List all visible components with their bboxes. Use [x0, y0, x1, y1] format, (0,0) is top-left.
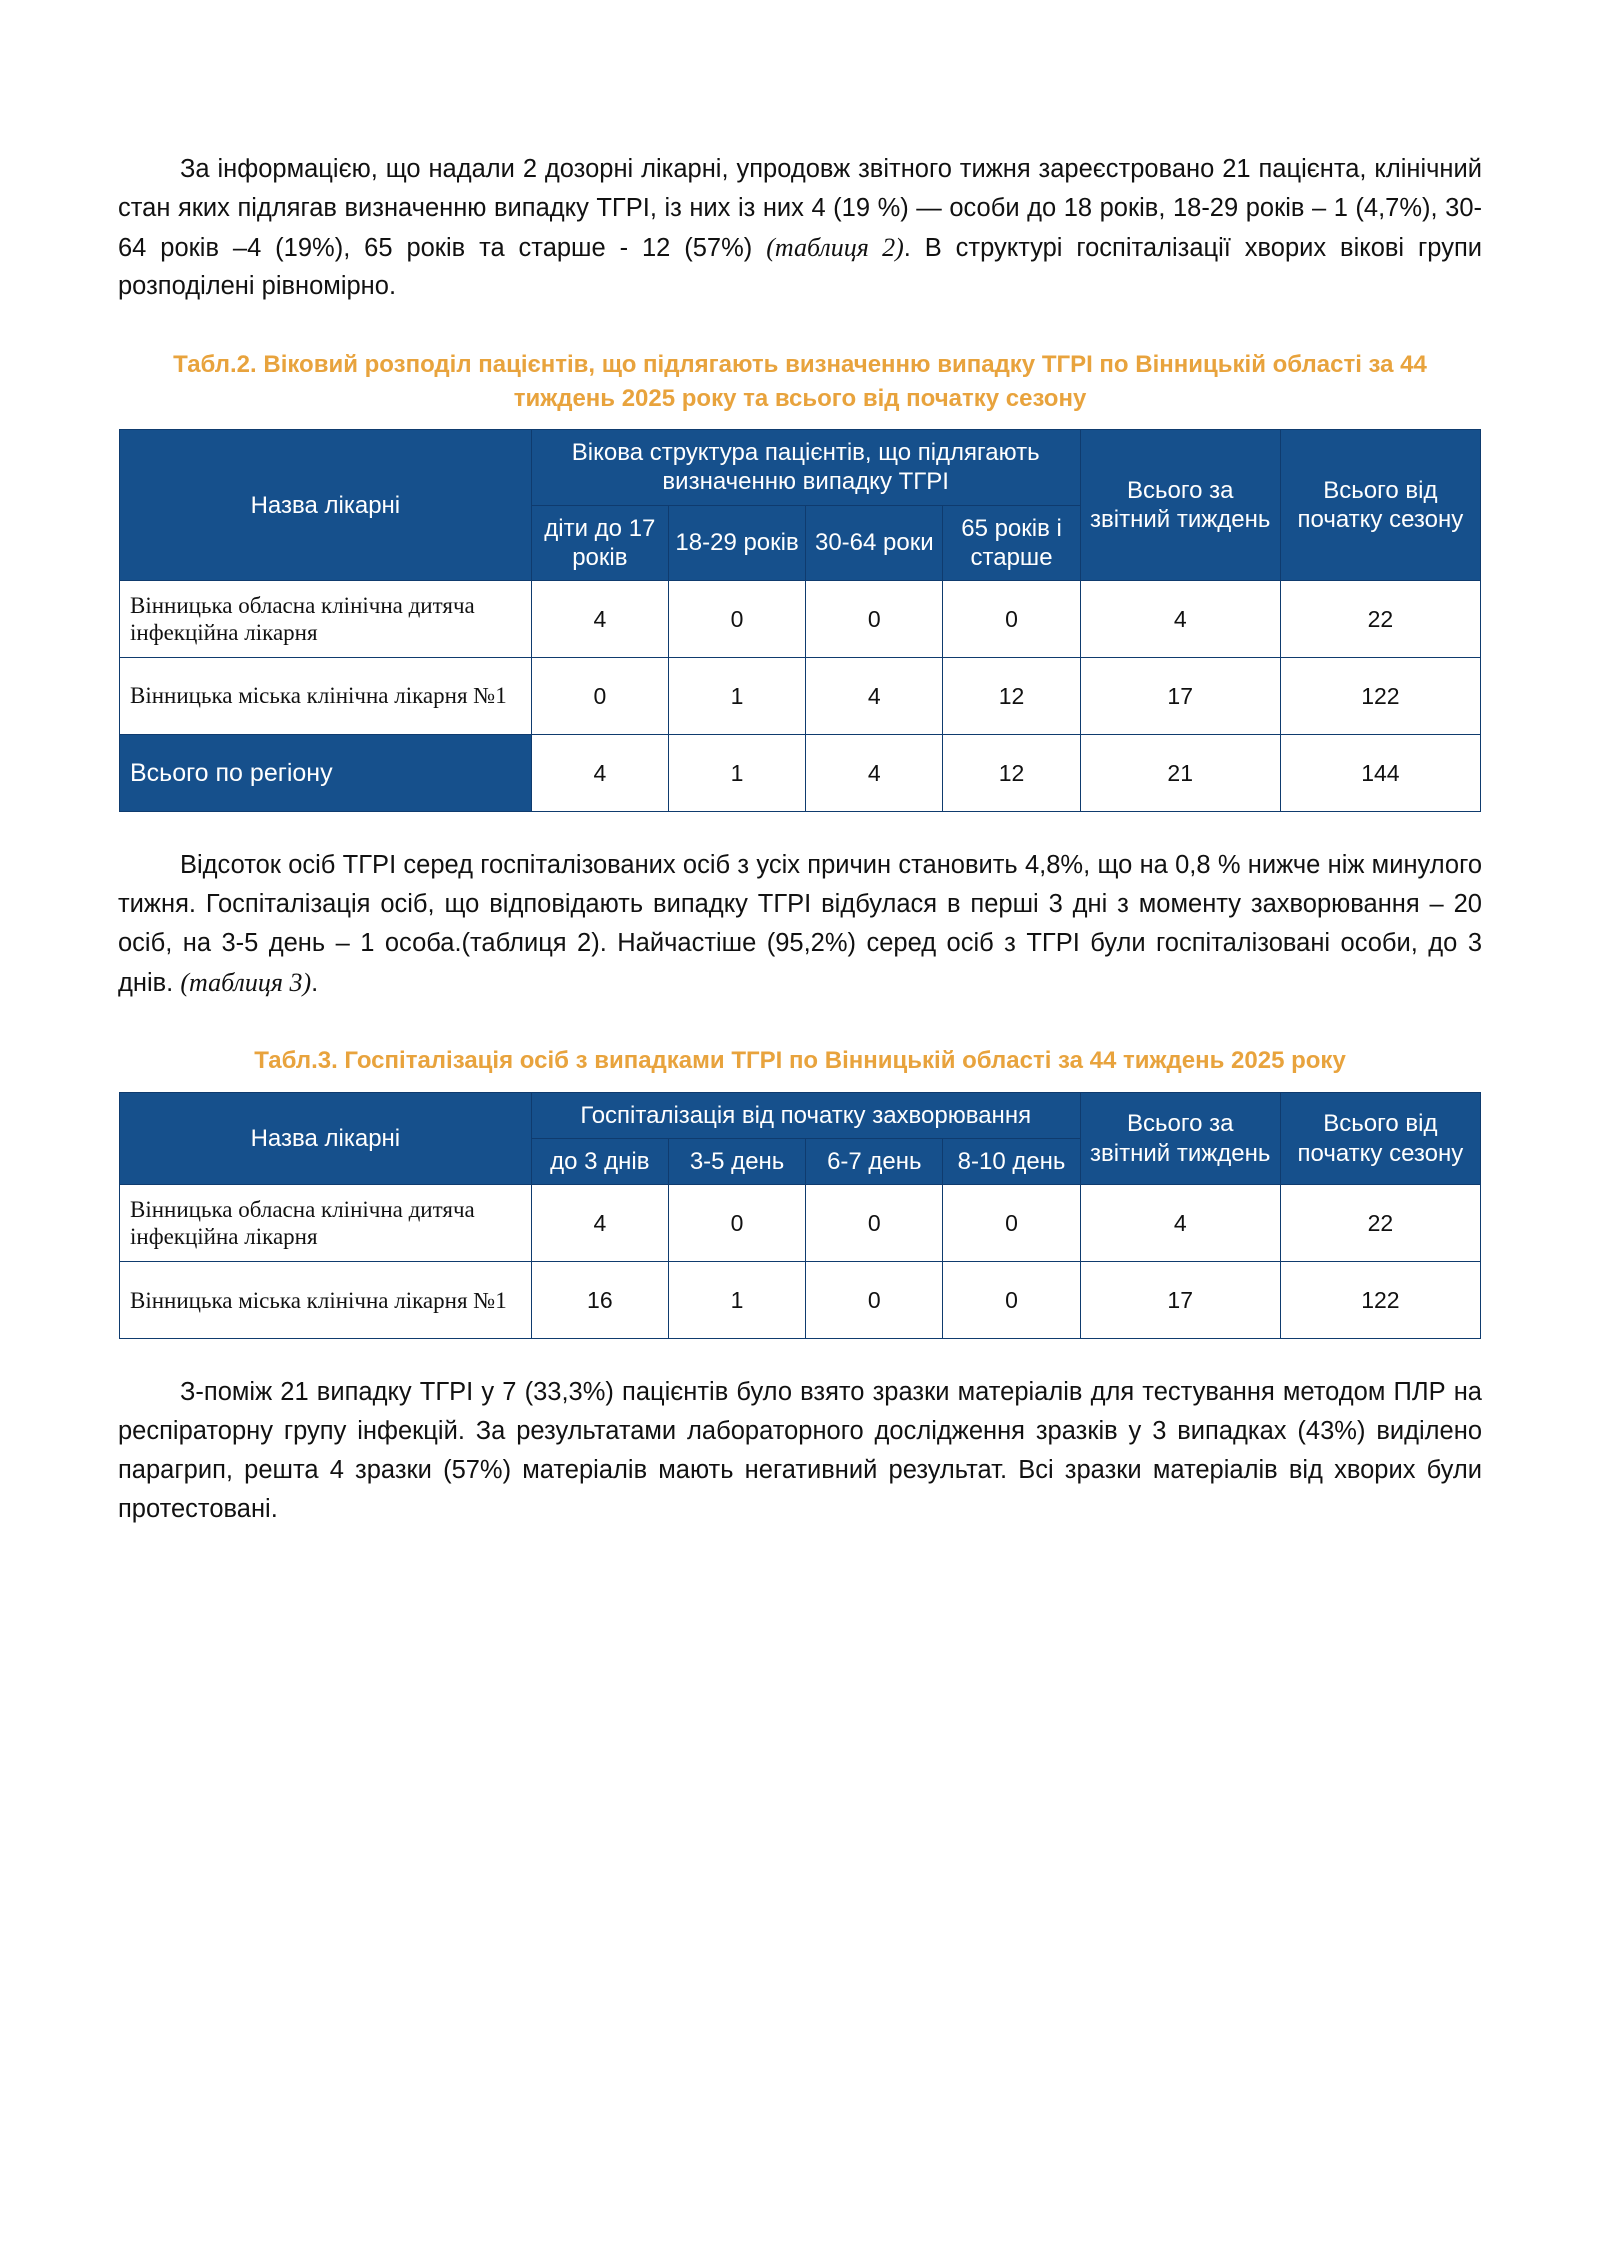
table-row-total [120, 735, 1481, 812]
table2-row1-season: 122 [1280, 658, 1480, 735]
table2-row0-season: 22 [1280, 581, 1480, 658]
table2-row0-c1: 4 [531, 581, 668, 658]
paragraph-intro-italic: (таблиця 2) [766, 232, 904, 262]
table3-row0-week: 4 [1080, 1185, 1280, 1262]
table3-row0-name: Вінницька обласна клінічна дитяча інфекційна лікарня [120, 1185, 532, 1262]
table2-row1-c3: 4 [806, 658, 943, 735]
table2-row2-name: Всього по регіону [120, 735, 532, 812]
table2-row0-name: Вінницька обласна клінічна дитяча інфекційна лікарня [120, 581, 532, 658]
table-row [120, 658, 1481, 735]
table3-caption: Табл.3. Госпіталізація осіб з випадками ТГРІ по Вінницькій області за 44 тиждень 2025 року [254, 1047, 1346, 1075]
table3-header-c2: 3-5 день [668, 1139, 805, 1185]
table2-header-name: Назва лікарні [120, 430, 532, 581]
table-age-distribution [119, 429, 1481, 812]
table2-row2-season: 144 [1280, 735, 1480, 812]
table3-row0-c2: 0 [668, 1185, 805, 1262]
table3-row1-c4: 0 [943, 1262, 1080, 1339]
table2-header-week-total: Всього за звітний тиждень [1080, 430, 1280, 581]
table2-header-season-total: Всього від початку сезону [1280, 430, 1480, 581]
paragraph-intro-text: За інформацією, що надали 2 дозорні лікарні, упродовж звітного тижня зареєстровано 21 пацієнта, клінічний стан яких підлягав визначенню випадку ТГРІ, із них із них 4 (19 %) — особи до 18 років, 18-29 років – 1 (4,7%), 30-64 років –4 (19%), 65 років та старше - 12 (57%) [118, 155, 1482, 262]
table2-header-group: Вікова структура пацієнтів, що підлягають визначенню випадку ТГРІ [531, 430, 1080, 506]
paragraph-intro-tail: . В структурі госпіталізації хворих вікові групи розподілені рівномірно. [118, 233, 1482, 301]
table3-row1-name: Вінницька міська клінічна лікарня №1 [120, 1262, 532, 1339]
table2-row1-name: Вінницька міська клінічна лікарня №1 [120, 658, 532, 735]
table3-row1-season: 122 [1280, 1262, 1480, 1339]
table2-row1-c1: 0 [531, 658, 668, 735]
table2-row1-c2: 1 [668, 658, 805, 735]
table3-header-c3: 6-7 день [806, 1139, 943, 1185]
table2-row0-c4: 0 [943, 581, 1080, 658]
table3-row0-season: 22 [1280, 1185, 1480, 1262]
table2-header-c4: 65 років і старше [943, 505, 1080, 581]
table2-caption: Табл.2. Віковий розподіл пацієнтів, що підлягають визначенню випадку ТГРІ по Вінницькій області за 44 тиждень 2025 року та всього від початку сезону [173, 351, 1427, 412]
table3-row1-c3: 0 [806, 1262, 943, 1339]
table2-row0-c2: 0 [668, 581, 805, 658]
paragraph-middle [118, 846, 1482, 1002]
table2-row0-week: 4 [1080, 581, 1280, 658]
table3-row1-week: 17 [1080, 1262, 1280, 1339]
table3-row0-c4: 0 [943, 1185, 1080, 1262]
table2-header-c1: діти до 17 років [531, 505, 668, 581]
table2-row2-c2: 1 [668, 735, 805, 812]
paragraph-middle-tail: . [311, 968, 319, 997]
table-row [120, 581, 1481, 658]
paragraph-middle-text: Відсоток осіб ТГРІ серед госпіталізованих осіб з усіх причин становить 4,8%, що на 0,8 % нижче ніж минулого тижня. Госпіталізація осіб, що відповідають випадку ТГРІ відбулася в перші 3 дні з моменту захворювання – 20 осіб, на 3-5 день – 1 особа.(таблиця 2). Найчастіше (95,2%) серед осіб з ТГРІ були госпіталізовані особи, до 3 днів. [118, 851, 1482, 997]
table2-row1-week: 17 [1080, 658, 1280, 735]
table-row [120, 1262, 1481, 1339]
table3-row1-c1: 16 [531, 1262, 668, 1339]
table3-header-c1: до 3 днів [531, 1139, 668, 1185]
table3-header-name: Назва лікарні [120, 1092, 532, 1185]
table2-row2-c3: 4 [806, 735, 943, 812]
table3-row0-c3: 0 [806, 1185, 943, 1262]
table-hospitalization [119, 1092, 1481, 1340]
table2-row2-c4: 12 [943, 735, 1080, 812]
table2-header-c2: 18-29 років [668, 505, 805, 581]
paragraph-intro [118, 150, 1482, 306]
table3-header-group: Госпіталізація від початку захворювання [531, 1092, 1080, 1138]
table2-row0-c3: 0 [806, 581, 943, 658]
table2-row2-week: 21 [1080, 735, 1280, 812]
paragraph-middle-italic: (таблиця 3) [180, 967, 312, 997]
table3-header-week-total: Всього за звітний тиждень [1080, 1092, 1280, 1185]
table2-header-row-1 [120, 430, 1481, 506]
table3-header-c4: 8-10 день [943, 1139, 1080, 1185]
table2-header-c3: 30-64 роки [806, 505, 943, 581]
table3-row1-c2: 1 [668, 1262, 805, 1339]
table2-row2-c1: 4 [531, 735, 668, 812]
table2-row1-c4: 12 [943, 658, 1080, 735]
table3-row0-c1: 4 [531, 1185, 668, 1262]
table3-header-season-total: Всього від початку сезону [1280, 1092, 1480, 1185]
paragraph-final: З-поміж 21 випадку ТГРІ у 7 (33,3%) пацієнтів було взято зразки матеріалів для тестування методом ПЛР на респіраторну групу інфекцій. За результатами лабораторного дослідження зразків у 3 випадках (43%) виділено парагрип, решта 4 зразки (57%) матеріалів мають негативний результат. Всі зразки матеріалів від хворих були протестовані. [118, 1378, 1482, 1523]
table-row [120, 1185, 1481, 1262]
table3-header-row-1 [120, 1092, 1481, 1138]
